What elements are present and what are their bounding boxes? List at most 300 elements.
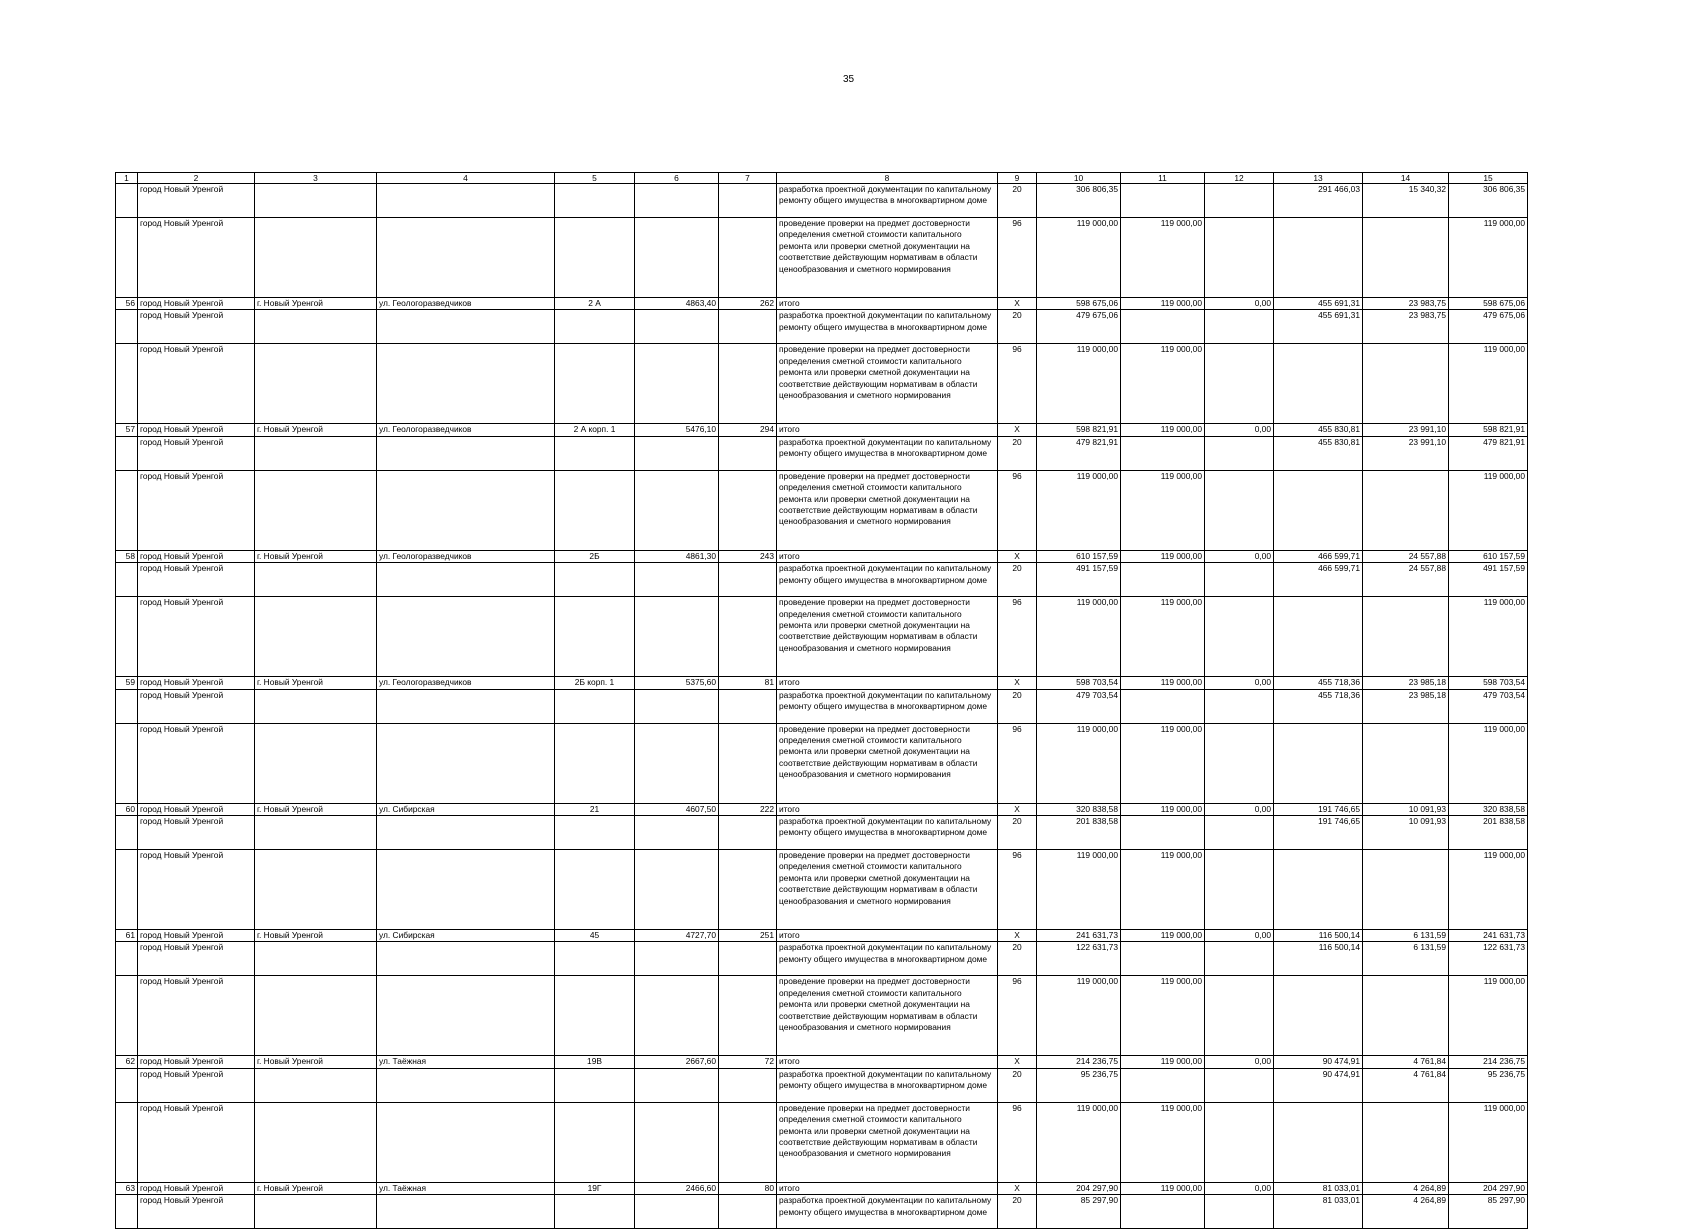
cell-col-3 xyxy=(255,184,377,218)
cell-col-1 xyxy=(116,597,138,677)
cell-col-13: 191 746,65 xyxy=(1274,816,1363,850)
table-row-check xyxy=(116,723,1528,803)
cell-col-14 xyxy=(1363,723,1449,803)
cell-col-6 xyxy=(635,563,719,597)
cell-col-11: 119 000,00 xyxy=(1121,930,1205,942)
cell-col-6 xyxy=(635,218,719,298)
cell-col-5 xyxy=(555,723,635,803)
cell-col-13: 455 691,31 xyxy=(1274,310,1363,344)
cell-col-1 xyxy=(116,436,138,470)
cell-col-5: 45 xyxy=(555,930,635,942)
cell-col-14: 23 983,75 xyxy=(1363,298,1449,310)
cell-col-12 xyxy=(1205,563,1274,597)
cell-col-4: ул. Сибирская xyxy=(377,803,555,815)
cell-col-9: 96 xyxy=(998,976,1037,1056)
cell-col-9: X xyxy=(998,424,1037,436)
cell-col-15: 479 703,54 xyxy=(1449,689,1528,723)
cell-col-8: разработка проектной документации по капитальному ремонту общего имущества в многоквартирном доме xyxy=(777,942,998,976)
cell-col-5 xyxy=(555,218,635,298)
cell-col-5: 2Б корп. 1 xyxy=(555,677,635,689)
cell-col-8: проведение проверки на предмет достоверности определения сметной стоимости капитального ремонта или проверки сметной документации на соответствие действующим нормативам в области ценообразования и сметного нормирования xyxy=(777,218,998,298)
cell-col-10: 119 000,00 xyxy=(1037,344,1121,424)
cell-col-10: 119 000,00 xyxy=(1037,723,1121,803)
cell-col-12: 0,00 xyxy=(1205,424,1274,436)
cell-col-11: 119 000,00 xyxy=(1121,976,1205,1056)
cell-col-7: 294 xyxy=(719,424,777,436)
cell-col-4 xyxy=(377,723,555,803)
cell-col-4: ул. Геологоразведчиков xyxy=(377,677,555,689)
cell-col-13: 116 500,14 xyxy=(1274,942,1363,976)
cell-col-13: 81 033,01 xyxy=(1274,1182,1363,1194)
cell-col-4 xyxy=(377,310,555,344)
table-row-design xyxy=(116,942,1528,976)
cell-col-3 xyxy=(255,850,377,930)
cell-col-7 xyxy=(719,816,777,850)
cell-col-3: г. Новый Уренгой xyxy=(255,424,377,436)
table-row-check xyxy=(116,470,1528,550)
cell-col-2: город Новый Уренгой xyxy=(138,436,255,470)
cell-col-9: 96 xyxy=(998,723,1037,803)
cell-col-7 xyxy=(719,344,777,424)
cell-col-15: 119 000,00 xyxy=(1449,1102,1528,1182)
cell-col-8: разработка проектной документации по капитальному ремонту общего имущества в многоквартирном доме xyxy=(777,1068,998,1102)
cell-col-12 xyxy=(1205,689,1274,723)
cell-col-8: проведение проверки на предмет достоверности определения сметной стоимости капитального ремонта или проверки сметной документации на соответствие действующим нормативам в области ценообразования и сметного нормирования xyxy=(777,597,998,677)
cell-col-10: 320 838,58 xyxy=(1037,803,1121,815)
cell-col-5 xyxy=(555,563,635,597)
cell-col-5 xyxy=(555,1068,635,1102)
cell-col-5: 21 xyxy=(555,803,635,815)
cell-col-9: X xyxy=(998,677,1037,689)
table-row-total xyxy=(116,803,1528,815)
cell-col-4 xyxy=(377,850,555,930)
cell-col-13: 455 830,81 xyxy=(1274,436,1363,470)
cell-col-3 xyxy=(255,816,377,850)
cell-col-12: 0,00 xyxy=(1205,803,1274,815)
cell-col-14: 4 264,89 xyxy=(1363,1182,1449,1194)
cell-col-6 xyxy=(635,470,719,550)
cell-col-14: 4 264,89 xyxy=(1363,1195,1449,1229)
cell-col-7: 72 xyxy=(719,1056,777,1068)
cell-col-13: 191 746,65 xyxy=(1274,803,1363,815)
cell-col-13 xyxy=(1274,850,1363,930)
cell-col-12 xyxy=(1205,1068,1274,1102)
cell-col-12: 0,00 xyxy=(1205,1056,1274,1068)
table-row-check xyxy=(116,218,1528,298)
cell-col-7 xyxy=(719,597,777,677)
cell-col-10: 122 631,73 xyxy=(1037,942,1121,976)
table-row-total xyxy=(116,677,1528,689)
cell-col-3 xyxy=(255,563,377,597)
cell-col-10: 598 821,91 xyxy=(1037,424,1121,436)
cell-col-10: 119 000,00 xyxy=(1037,218,1121,298)
cell-col-7 xyxy=(719,976,777,1056)
cell-col-15: 479 821,91 xyxy=(1449,436,1528,470)
cell-col-4 xyxy=(377,436,555,470)
cell-col-7 xyxy=(719,563,777,597)
cell-col-9: X xyxy=(998,550,1037,562)
page-number: 35 xyxy=(842,74,855,85)
cell-col-8: проведение проверки на предмет достоверности определения сметной стоимости капитального ремонта или проверки сметной документации на соответствие действующим нормативам в области ценообразования и сметного нормирования xyxy=(777,723,998,803)
cell-col-10: 119 000,00 xyxy=(1037,597,1121,677)
cell-col-10: 119 000,00 xyxy=(1037,1102,1121,1182)
cell-col-4 xyxy=(377,816,555,850)
cell-col-7 xyxy=(719,689,777,723)
table-row-check xyxy=(116,976,1528,1056)
cell-col-4 xyxy=(377,1102,555,1182)
cell-col-1 xyxy=(116,344,138,424)
cell-col-13 xyxy=(1274,344,1363,424)
cell-col-5 xyxy=(555,816,635,850)
cell-col-14: 6 131,59 xyxy=(1363,930,1449,942)
cell-col-15: 491 157,59 xyxy=(1449,563,1528,597)
cell-col-9: X xyxy=(998,1182,1037,1194)
cell-col-14 xyxy=(1363,470,1449,550)
cell-col-8: проведение проверки на предмет достоверности определения сметной стоимости капитального ремонта или проверки сметной документации на соответствие действующим нормативам в области ценообразования и сметного нормирования xyxy=(777,470,998,550)
cell-col-1: 62 xyxy=(116,1056,138,1068)
table-row-check xyxy=(116,597,1528,677)
cell-col-12: 0,00 xyxy=(1205,677,1274,689)
cell-col-13 xyxy=(1274,470,1363,550)
cell-col-14: 4 761,84 xyxy=(1363,1056,1449,1068)
cell-col-2: город Новый Уренгой xyxy=(138,597,255,677)
cell-col-4: ул. Геологоразведчиков xyxy=(377,298,555,310)
cell-col-9: X xyxy=(998,803,1037,815)
table-row-design xyxy=(116,689,1528,723)
cell-col-10: 241 631,73 xyxy=(1037,930,1121,942)
cell-col-14: 24 557,88 xyxy=(1363,563,1449,597)
table-row-design xyxy=(116,563,1528,597)
cell-col-12 xyxy=(1205,218,1274,298)
cell-col-3 xyxy=(255,597,377,677)
cell-col-1: 59 xyxy=(116,677,138,689)
cell-col-14 xyxy=(1363,218,1449,298)
cell-col-7: 222 xyxy=(719,803,777,815)
cell-col-8: разработка проектной документации по капитальному ремонту общего имущества в многоквартирном доме xyxy=(777,689,998,723)
cell-col-5 xyxy=(555,310,635,344)
cell-col-5 xyxy=(555,597,635,677)
cell-col-13: 455 718,36 xyxy=(1274,677,1363,689)
repair-register-table xyxy=(115,172,1528,1229)
cell-col-4 xyxy=(377,470,555,550)
cell-col-10: 119 000,00 xyxy=(1037,850,1121,930)
cell-col-5 xyxy=(555,689,635,723)
cell-col-11: 119 000,00 xyxy=(1121,597,1205,677)
cell-col-1 xyxy=(116,689,138,723)
cell-col-11: 119 000,00 xyxy=(1121,550,1205,562)
cell-col-13: 291 466,03 xyxy=(1274,184,1363,218)
cell-col-2: город Новый Уренгой xyxy=(138,310,255,344)
cell-col-6 xyxy=(635,723,719,803)
cell-col-6 xyxy=(635,184,719,218)
cell-col-10: 598 675,06 xyxy=(1037,298,1121,310)
cell-col-13 xyxy=(1274,723,1363,803)
cell-col-8: разработка проектной документации по капитальному ремонту общего имущества в многоквартирном доме xyxy=(777,816,998,850)
cell-col-14: 23 985,18 xyxy=(1363,689,1449,723)
cell-col-7 xyxy=(719,436,777,470)
cell-col-14: 10 091,93 xyxy=(1363,803,1449,815)
cell-col-7: 251 xyxy=(719,930,777,942)
cell-col-2: город Новый Уренгой xyxy=(138,218,255,298)
cell-col-7 xyxy=(719,218,777,298)
cell-col-13 xyxy=(1274,597,1363,677)
column-header: 2 xyxy=(138,173,255,184)
cell-col-13: 90 474,91 xyxy=(1274,1068,1363,1102)
cell-col-1 xyxy=(116,1102,138,1182)
cell-col-9: 96 xyxy=(998,218,1037,298)
cell-col-14 xyxy=(1363,976,1449,1056)
cell-col-15: 598 703,54 xyxy=(1449,677,1528,689)
cell-col-6 xyxy=(635,976,719,1056)
cell-col-3: г. Новый Уренгой xyxy=(255,803,377,815)
cell-col-5 xyxy=(555,1102,635,1182)
cell-col-4 xyxy=(377,942,555,976)
cell-col-15: 119 000,00 xyxy=(1449,850,1528,930)
table-row-total xyxy=(116,298,1528,310)
cell-col-10: 214 236,75 xyxy=(1037,1056,1121,1068)
cell-col-1: 57 xyxy=(116,424,138,436)
cell-col-2: город Новый Уренгой xyxy=(138,1068,255,1102)
cell-col-7 xyxy=(719,310,777,344)
cell-col-6 xyxy=(635,344,719,424)
cell-col-13: 455 718,36 xyxy=(1274,689,1363,723)
cell-col-2: город Новый Уренгой xyxy=(138,1056,255,1068)
cell-col-8: итого xyxy=(777,930,998,942)
table-row-total xyxy=(116,1182,1528,1194)
cell-col-4 xyxy=(377,344,555,424)
cell-col-4 xyxy=(377,976,555,1056)
cell-col-15: 119 000,00 xyxy=(1449,470,1528,550)
cell-col-7: 80 xyxy=(719,1182,777,1194)
cell-col-3 xyxy=(255,976,377,1056)
cell-col-8: итого xyxy=(777,1182,998,1194)
cell-col-5: 19В xyxy=(555,1056,635,1068)
cell-col-15: 598 675,06 xyxy=(1449,298,1528,310)
table-row-total xyxy=(116,550,1528,562)
cell-col-2: город Новый Уренгой xyxy=(138,470,255,550)
cell-col-11: 119 000,00 xyxy=(1121,298,1205,310)
cell-col-15: 610 157,59 xyxy=(1449,550,1528,562)
cell-col-11: 119 000,00 xyxy=(1121,1056,1205,1068)
cell-col-8: проведение проверки на предмет достоверности определения сметной стоимости капитального ремонта или проверки сметной документации на соответствие действующим нормативам в области ценообразования и сметного нормирования xyxy=(777,850,998,930)
cell-col-8: проведение проверки на предмет достоверности определения сметной стоимости капитального ремонта или проверки сметной документации на соответствие действующим нормативам в области ценообразования и сметного нормирования xyxy=(777,1102,998,1182)
cell-col-5 xyxy=(555,470,635,550)
cell-col-9: 96 xyxy=(998,850,1037,930)
cell-col-9: 20 xyxy=(998,816,1037,850)
cell-col-4 xyxy=(377,563,555,597)
cell-col-6: 4727,70 xyxy=(635,930,719,942)
cell-col-1 xyxy=(116,310,138,344)
cell-col-9: X xyxy=(998,930,1037,942)
cell-col-5 xyxy=(555,942,635,976)
cell-col-13: 90 474,91 xyxy=(1274,1056,1363,1068)
cell-col-9: 96 xyxy=(998,470,1037,550)
cell-col-1 xyxy=(116,1068,138,1102)
cell-col-6: 5375,60 xyxy=(635,677,719,689)
cell-col-4 xyxy=(377,689,555,723)
cell-col-2: город Новый Уренгой xyxy=(138,689,255,723)
cell-col-1: 56 xyxy=(116,298,138,310)
cell-col-13: 455 830,81 xyxy=(1274,424,1363,436)
cell-col-14 xyxy=(1363,850,1449,930)
cell-col-12 xyxy=(1205,184,1274,218)
cell-col-11: 119 000,00 xyxy=(1121,344,1205,424)
cell-col-13: 455 691,31 xyxy=(1274,298,1363,310)
cell-col-12 xyxy=(1205,942,1274,976)
cell-col-2: город Новый Уренгой xyxy=(138,850,255,930)
cell-col-7 xyxy=(719,723,777,803)
cell-col-1 xyxy=(116,942,138,976)
cell-col-3 xyxy=(255,1102,377,1182)
cell-col-12: 0,00 xyxy=(1205,298,1274,310)
cell-col-9: 20 xyxy=(998,184,1037,218)
cell-col-14: 15 340,32 xyxy=(1363,184,1449,218)
cell-col-6 xyxy=(635,942,719,976)
cell-col-15: 598 821,91 xyxy=(1449,424,1528,436)
cell-col-14: 10 091,93 xyxy=(1363,816,1449,850)
table-row-design xyxy=(116,1068,1528,1102)
cell-col-6: 5476,10 xyxy=(635,424,719,436)
cell-col-13 xyxy=(1274,976,1363,1056)
cell-col-13: 466 599,71 xyxy=(1274,563,1363,597)
cell-col-13 xyxy=(1274,1102,1363,1182)
cell-col-11 xyxy=(1121,436,1205,470)
cell-col-7 xyxy=(719,942,777,976)
column-header: 6 xyxy=(635,173,719,184)
cell-col-2: город Новый Уренгой xyxy=(138,803,255,815)
cell-col-11 xyxy=(1121,942,1205,976)
cell-col-13: 466 599,71 xyxy=(1274,550,1363,562)
cell-col-6: 4863,40 xyxy=(635,298,719,310)
cell-col-5: 19Г xyxy=(555,1182,635,1194)
cell-col-2: город Новый Уренгой xyxy=(138,1182,255,1194)
cell-col-3 xyxy=(255,723,377,803)
cell-col-11 xyxy=(1121,689,1205,723)
cell-col-10: 119 000,00 xyxy=(1037,470,1121,550)
cell-col-1 xyxy=(116,850,138,930)
cell-col-11: 119 000,00 xyxy=(1121,850,1205,930)
cell-col-9: 96 xyxy=(998,1102,1037,1182)
column-header: 3 xyxy=(255,173,377,184)
cell-col-6 xyxy=(635,310,719,344)
column-header: 14 xyxy=(1363,173,1449,184)
table-row-check xyxy=(116,1102,1528,1182)
cell-col-5: 2 А корп. 1 xyxy=(555,424,635,436)
cell-col-2: город Новый Уренгой xyxy=(138,723,255,803)
cell-col-15: 201 838,58 xyxy=(1449,816,1528,850)
cell-col-1 xyxy=(116,976,138,1056)
cell-col-9: X xyxy=(998,1056,1037,1068)
cell-col-15: 479 675,06 xyxy=(1449,310,1528,344)
cell-col-12 xyxy=(1205,310,1274,344)
cell-col-3 xyxy=(255,470,377,550)
cell-col-5: 2 А xyxy=(555,298,635,310)
cell-col-11 xyxy=(1121,1068,1205,1102)
cell-col-12 xyxy=(1205,816,1274,850)
cell-col-4 xyxy=(377,184,555,218)
cell-col-15: 306 806,35 xyxy=(1449,184,1528,218)
cell-col-2: город Новый Уренгой xyxy=(138,344,255,424)
cell-col-11 xyxy=(1121,563,1205,597)
column-header: 11 xyxy=(1121,173,1205,184)
cell-col-14: 23 991,10 xyxy=(1363,436,1449,470)
cell-col-2: город Новый Уренгой xyxy=(138,677,255,689)
cell-col-7 xyxy=(719,1068,777,1102)
cell-col-1: 58 xyxy=(116,550,138,562)
cell-col-7: 81 xyxy=(719,677,777,689)
cell-col-12: 0,00 xyxy=(1205,1182,1274,1194)
cell-col-2: город Новый Уренгой xyxy=(138,298,255,310)
cell-col-10: 610 157,59 xyxy=(1037,550,1121,562)
cell-col-4: ул. Таёжная xyxy=(377,1182,555,1194)
cell-col-15: 95 236,75 xyxy=(1449,1068,1528,1102)
cell-col-9: 20 xyxy=(998,563,1037,597)
table-row-design xyxy=(116,184,1528,218)
cell-col-15: 214 236,75 xyxy=(1449,1056,1528,1068)
cell-col-14: 6 131,59 xyxy=(1363,942,1449,976)
cell-col-8: разработка проектной документации по капитальному ремонту общего имущества в многоквартирном доме xyxy=(777,184,998,218)
cell-col-12 xyxy=(1205,597,1274,677)
cell-col-15: 119 000,00 xyxy=(1449,976,1528,1056)
cell-col-9: 20 xyxy=(998,310,1037,344)
cell-col-1 xyxy=(116,184,138,218)
cell-col-1 xyxy=(116,218,138,298)
cell-col-1: 60 xyxy=(116,803,138,815)
column-header: 10 xyxy=(1037,173,1121,184)
cell-col-2: город Новый Уренгой xyxy=(138,563,255,597)
table-row-design xyxy=(116,310,1528,344)
cell-col-6: 2466,60 xyxy=(635,1182,719,1194)
cell-col-12 xyxy=(1205,850,1274,930)
cell-col-6 xyxy=(635,816,719,850)
cell-col-6 xyxy=(635,436,719,470)
cell-col-12 xyxy=(1205,976,1274,1056)
cell-col-10: 479 675,06 xyxy=(1037,310,1121,344)
cell-col-1 xyxy=(116,816,138,850)
cell-col-4 xyxy=(377,597,555,677)
cell-col-6: 4861,30 xyxy=(635,550,719,562)
column-header: 15 xyxy=(1449,173,1528,184)
cell-col-3 xyxy=(255,436,377,470)
cell-col-7 xyxy=(719,850,777,930)
cell-col-8: итого xyxy=(777,424,998,436)
cell-col-10: 491 157,59 xyxy=(1037,563,1121,597)
table-row-total xyxy=(116,930,1528,942)
cell-col-5: 2Б xyxy=(555,550,635,562)
cell-col-9: 96 xyxy=(998,344,1037,424)
cell-col-6 xyxy=(635,1102,719,1182)
cell-col-9: 20 xyxy=(998,689,1037,723)
cell-col-9: 20 xyxy=(998,1195,1037,1229)
cell-col-3 xyxy=(255,218,377,298)
cell-col-15: 320 838,58 xyxy=(1449,803,1528,815)
cell-col-11: 119 000,00 xyxy=(1121,424,1205,436)
cell-col-6 xyxy=(635,1068,719,1102)
cell-col-10: 306 806,35 xyxy=(1037,184,1121,218)
cell-col-11: 119 000,00 xyxy=(1121,1102,1205,1182)
table-row-check xyxy=(116,344,1528,424)
cell-col-12 xyxy=(1205,436,1274,470)
cell-col-15: 241 631,73 xyxy=(1449,930,1528,942)
cell-col-15: 119 000,00 xyxy=(1449,344,1528,424)
cell-col-1: 63 xyxy=(116,1182,138,1194)
cell-col-2: город Новый Уренгой xyxy=(138,184,255,218)
cell-col-8: разработка проектной документации по капитальному ремонту общего имущества в многоквартирном доме xyxy=(777,310,998,344)
cell-col-8: итого xyxy=(777,1056,998,1068)
column-header: 7 xyxy=(719,173,777,184)
table-row-total xyxy=(116,424,1528,436)
cell-col-4: ул. Сибирская xyxy=(377,930,555,942)
